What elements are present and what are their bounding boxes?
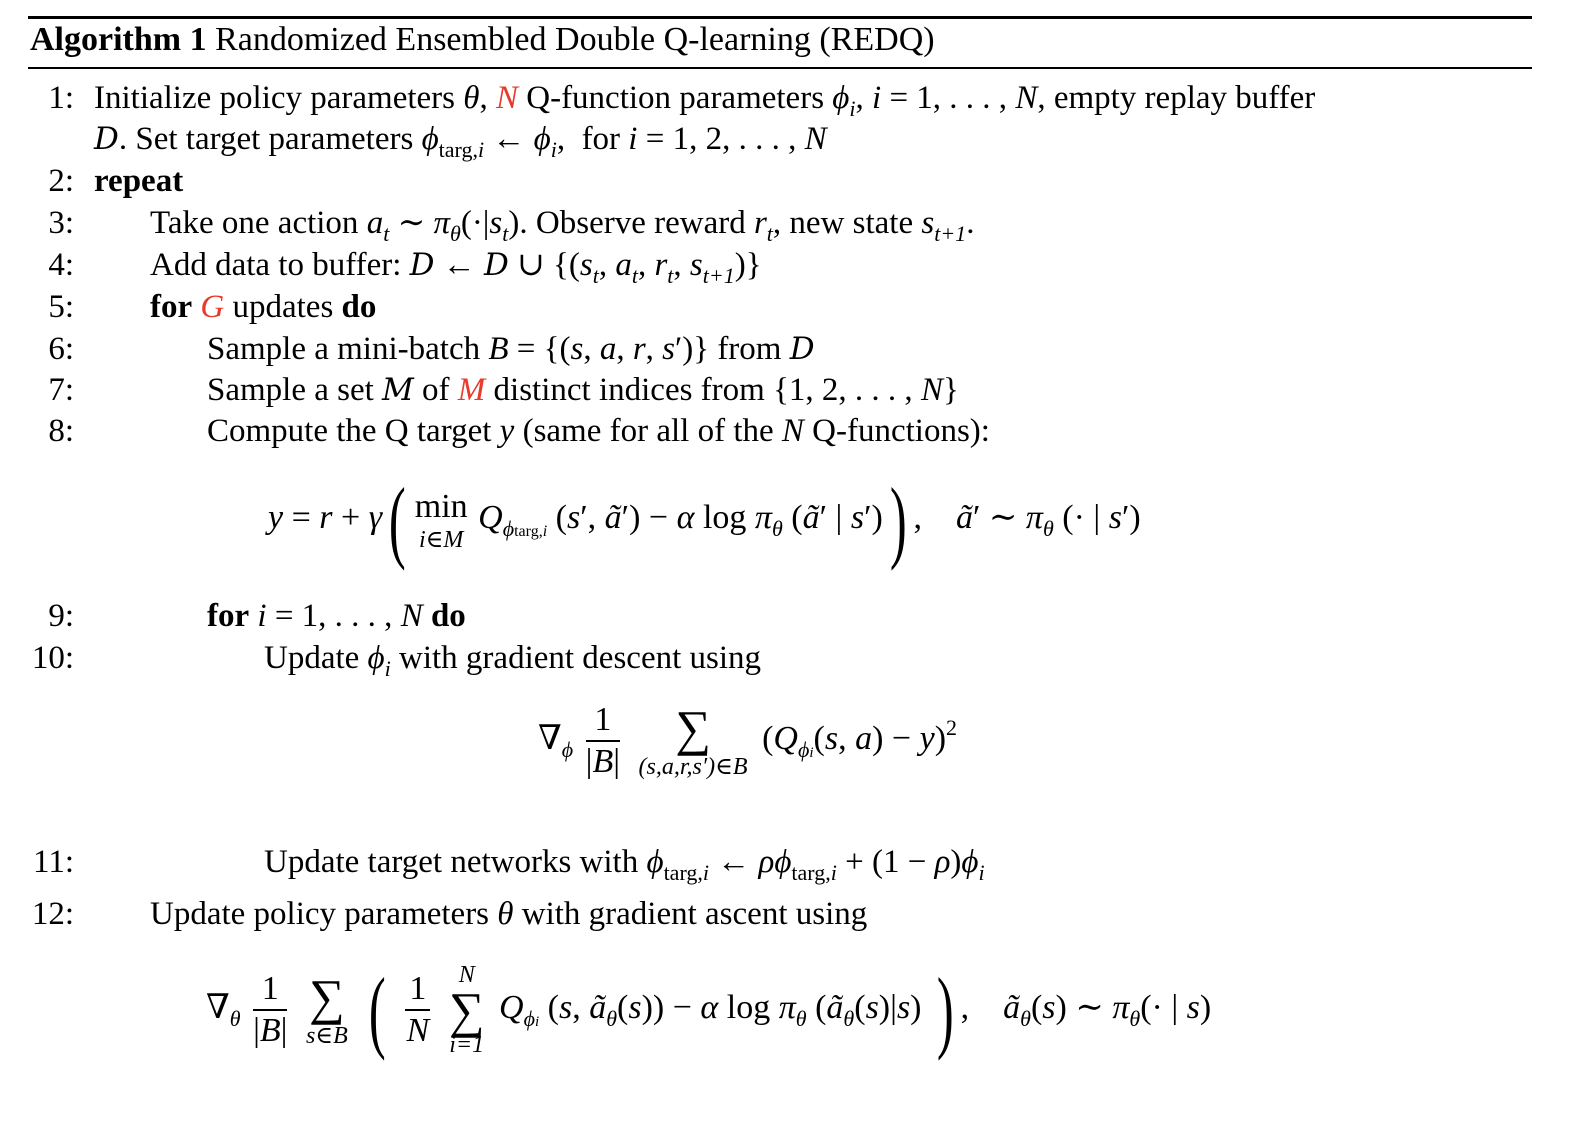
line-11: Update target networks with $\phi_{targ,i}$ ← $\rho\phi_{targ,i} + (1 - \rho)\phi_i$	[264, 844, 985, 885]
line-number-4: 4:	[48, 247, 74, 283]
line-number-8: 8:	[48, 413, 74, 449]
line-number-1: 1:	[48, 80, 74, 116]
header-rule	[28, 67, 1532, 69]
line-1-cont: D. Set target parameters $\phi_{targ,i}$ ← $\phi_i$, for i = 1, 2, . . . , N	[94, 121, 827, 162]
algorithm-name: Randomized Ensembled Double Q-learning (REDQ)	[215, 21, 935, 58]
line-7: Sample a set M of M distinct indices from {1, 2, . . . , N}	[207, 372, 959, 408]
algorithm-title	[30, 20, 935, 60]
line-1: Initialize policy parameters θ, N Q-function parameters $\phi_i$, i = 1, . . . , N, empty replay buffer	[94, 80, 1316, 121]
equation-policy-gradient: $\nabla_\theta$ $\frac{1}{|B|}$ ∑ s∈B ( $\frac{1}{N}$ N ∑ i=1 $Q_{\phi i}$ (s, $ã_\theta(s)) - \alpha$ $\log \pi_\theta$ $(ã_\theta(s)|s)$ ) , $ã_\theta(s)$ ∼ $\pi_\theta(\cdot$ | s)	[206, 959, 1212, 1061]
line-number-12: 12:	[31, 896, 74, 932]
line-number-6: 6:	[48, 331, 74, 367]
line-12: Update policy parameters θ with gradient ascent using	[150, 896, 868, 932]
equation-q-target: y = r + γ( min i∈M $Q_{\phi targ,i}$ (s′, ã′) − α $\log \pi_\theta$ (ã′ | s′)) , ã′ ∼ $\pi_\theta$ (· | s′)	[268, 469, 1141, 571]
top-rule	[28, 16, 1532, 19]
line-6: Sample a mini-batch B = {(s, a, r, s′)} from D	[207, 331, 815, 367]
line-3: Take one action $a_t$ ∼ $\pi_\theta(\cdot|s_t)$. Observe reward $r_t$, new state $s_{t+1}$.	[150, 205, 975, 246]
line-number-9: 9:	[48, 598, 74, 634]
line-10: Update $\phi_i$ with gradient descent using	[264, 640, 762, 681]
line-number-10: 10:	[31, 640, 74, 676]
line-number-2: 2:	[48, 163, 74, 199]
line-number-3: 3:	[48, 205, 74, 241]
line-number-5: 5:	[48, 289, 74, 325]
keyword-repeat: repeat	[94, 163, 184, 199]
algorithm-label: Algorithm 1	[30, 21, 207, 58]
equation-q-gradient: $\nabla_\phi$ $\frac{1}{|B|}$ ∑ (s,a,r,s′)∈B ($Q_{\phi i}(s$, a) − y)$^2$	[538, 700, 958, 780]
line-9: for i = 1, . . . , N do	[207, 598, 466, 634]
line-4: Add data to buffer: D ← D ∪ {($s_t$, $a_t$, $r_t$, $s_{t+1}$)}	[150, 247, 762, 288]
line-8: Compute the Q target y (same for all of the N Q-functions):	[207, 413, 990, 449]
line-5: for G updates do	[150, 289, 377, 325]
line-number-7: 7:	[48, 372, 74, 408]
line-number-11: 11:	[33, 844, 74, 880]
